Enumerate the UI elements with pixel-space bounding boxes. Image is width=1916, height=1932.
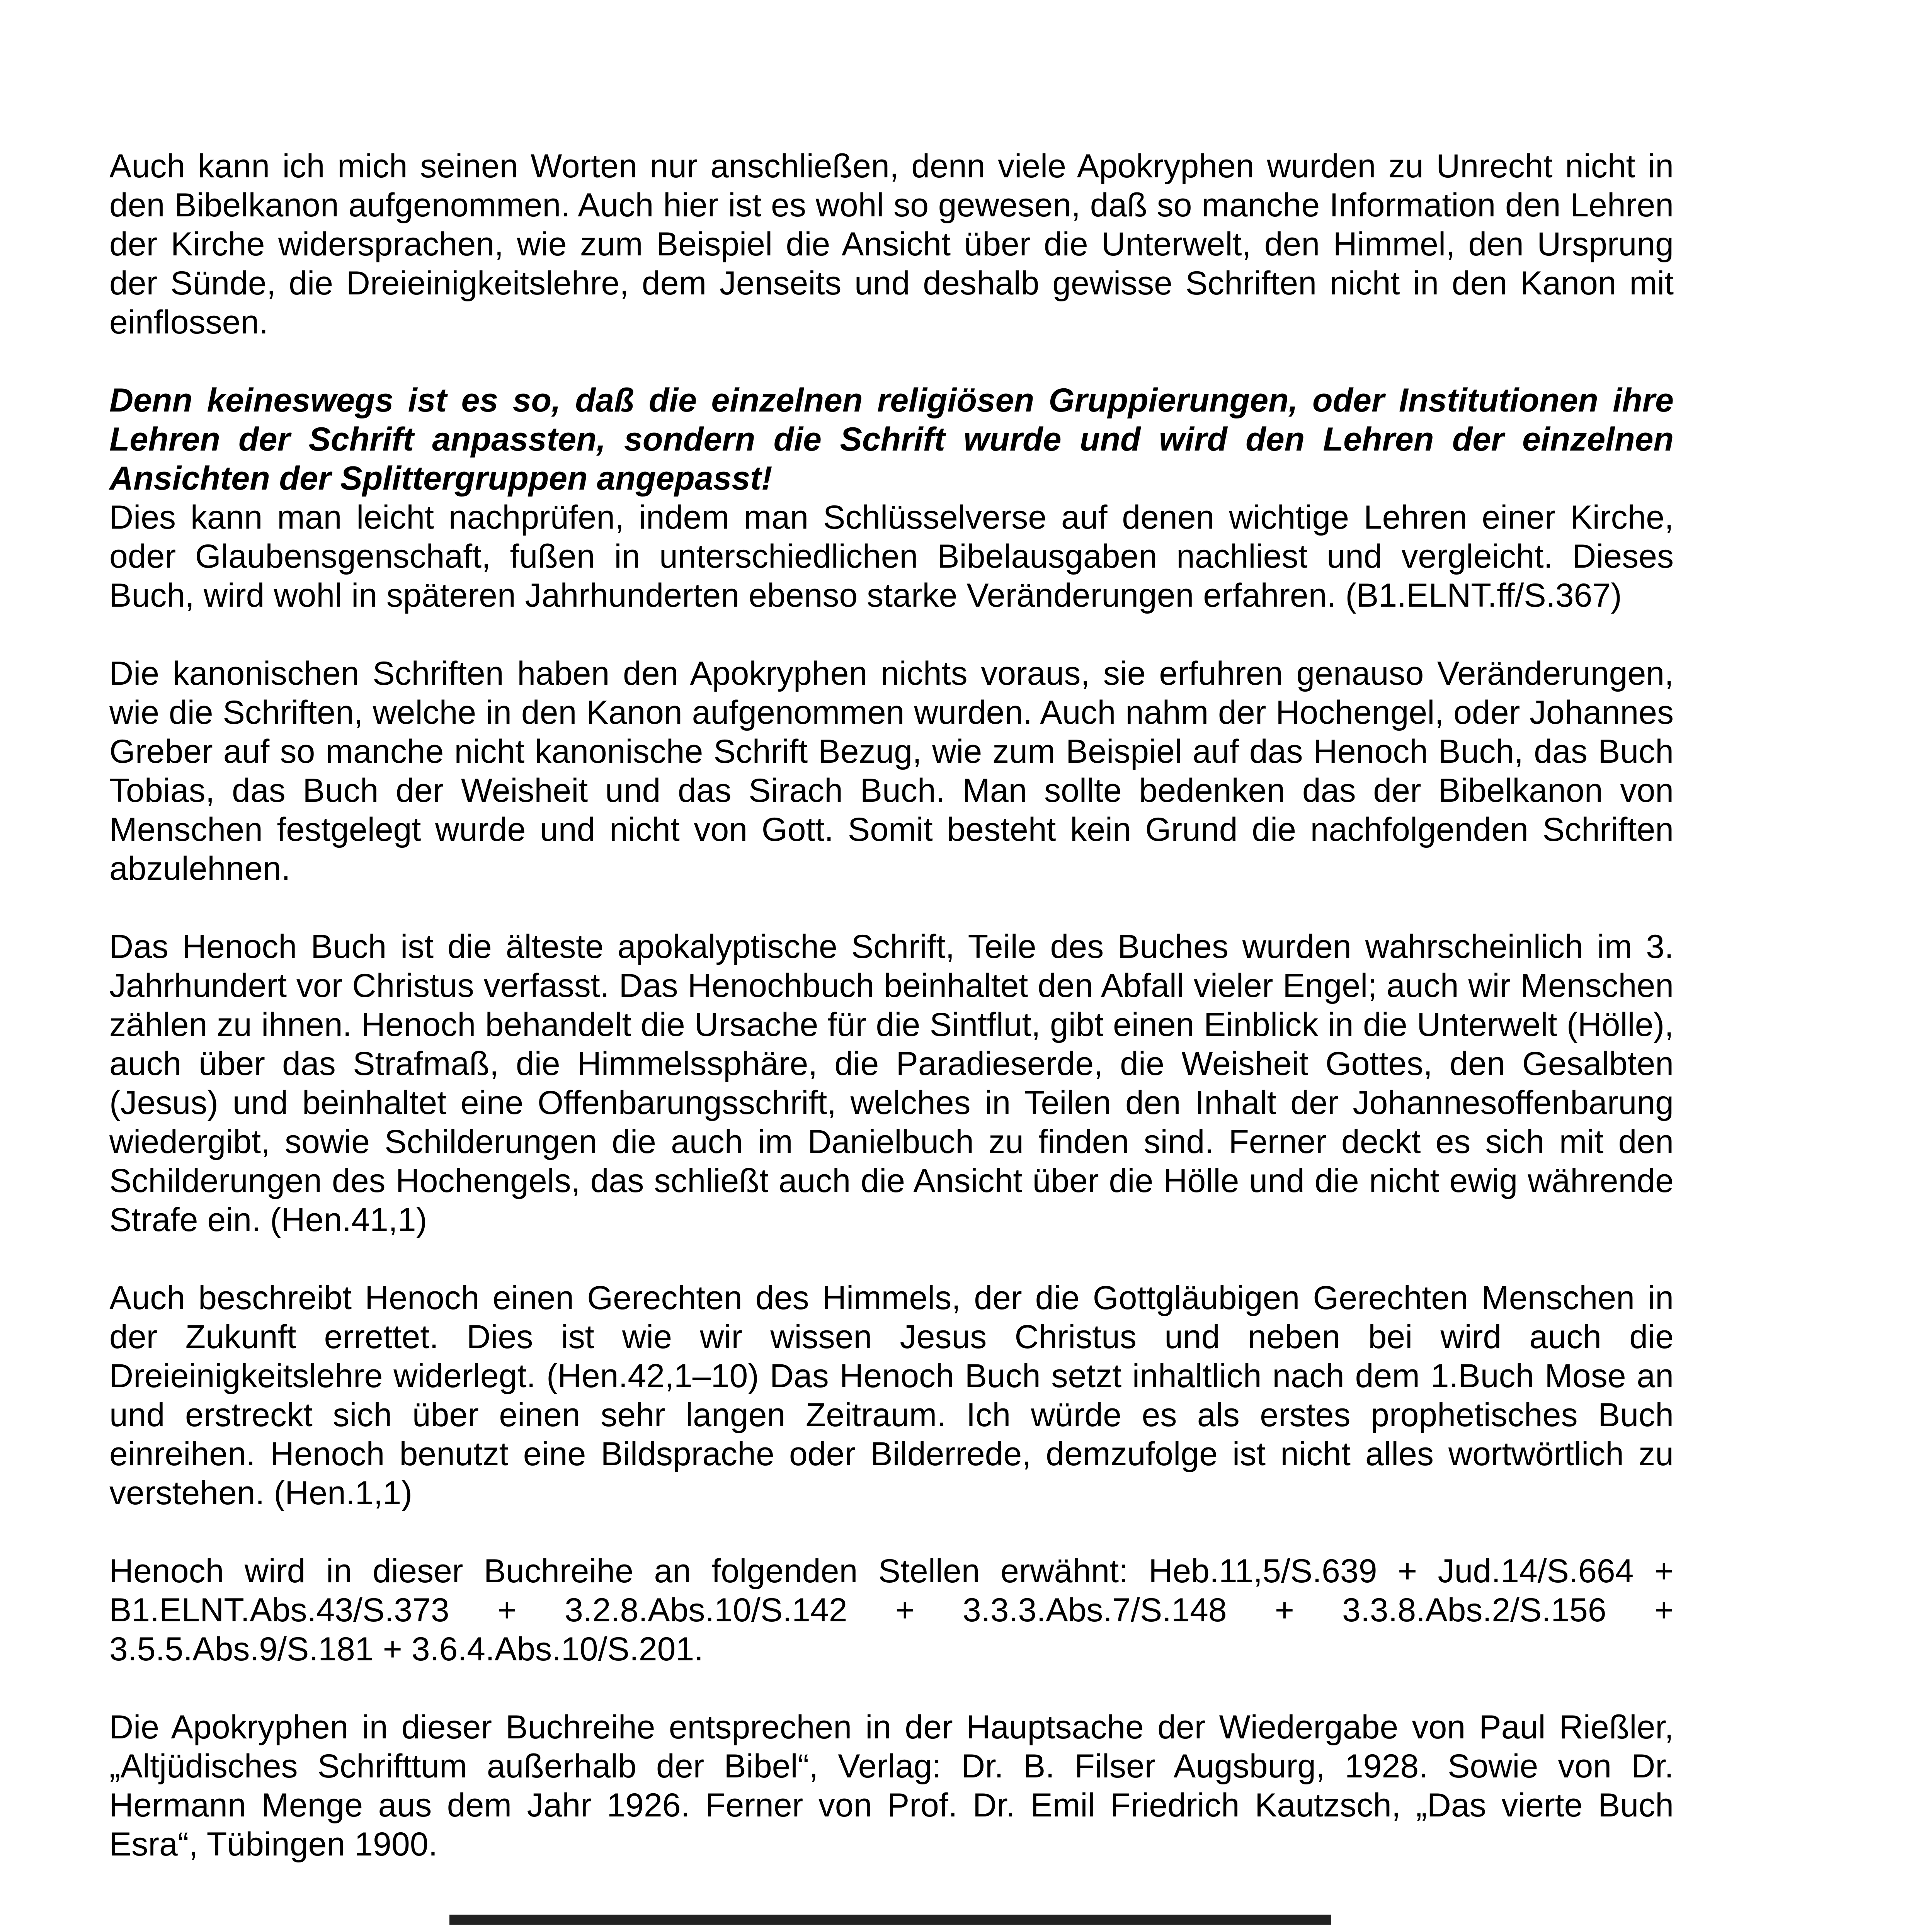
paragraph-spacer: [109, 888, 1674, 927]
paragraph-henoch-buch: Das Henoch Buch ist die älteste apokalyptische Schrift, Teile des Buches wurden wahrscheinlich im 3. Jahrhundert vor Christus verfasst. Das Henochbuch beinhaltet den Abfall vieler Engel; auch wir Menschen zählen zu ihnen. Henoch behandelt die Ursache für die Sintflut, gibt einen Einblick in die Unterwelt (Hölle), auch über das Strafmaß, die Himmelssphäre, die Paradieserde, die Weisheit Gottes, den Gesalbten (Jesus) und beinhaltet eine Offenbarungsschrift, welches in Teilen den Inhalt der Johannesoffenbarung wiedergibt, sowie Schilderungen die auch im Danielbuch zu finden sind. Ferner deckt es sich mit den Schilderungen des Hochengels, das schließt auch die Ansicht über die Hölle und die nicht ewig währende Strafe ein. (Hen.41,1): [109, 928, 1674, 1238]
paragraph-nachpruefen: Dies kann man leicht nachprüfen, indem man Schlüsselverse auf denen wichtige Lehren einer Kirche, oder Glaubensgenschaft, fußen in unterschiedlichen Bibelausgaben nachliest und vergleicht. Dieses Buch, wird wohl in späteren Jahrhunderten ebenso starke Veränderungen erfahren. (B1.ELNT.ff/S.367): [109, 499, 1674, 614]
paragraph-kanonische-schriften: Die kanonischen Schriften haben den Apokryphen nichts voraus, sie erfuhren genauso Veränderungen, wie die Schriften, welche in den Kanon aufgenommen wurden. Auch nahm der Hochengel, oder Johannes Greber auf so manche nicht kanonische Schrift Bezug, wie zum Beispiel auf das Henoch Buch, das Buch Tobias, das Buch der Weisheit und das Sirach Buch. Man sollte bedenken das der Bibelkanon von Menschen festgelegt wurde und nicht von Gott. Somit besteht kein Grund die nachfolgenden Schriften abzulehnen.: [109, 655, 1674, 887]
paragraph-henoch-gerechter: Auch beschreibt Henoch einen Gerechten des Himmels, der die Gottgläubigen Gerechten Menschen in der Zukunft errettet. Dies ist wie wir wissen Jesus Christus und neben bei wird auch die Dreieinigkeitslehre widerlegt. (Hen.42,1–10) Das Henoch Buch setzt inhaltlich nach dem 1.Buch Mose an und erstreckt sich über einen sehr langen Zeitraum. Ich würde es als erstes prophetisches Buch einreihen. Henoch benutzt eine Bildsprache oder Bilderrede, demzufolge ist nicht alles wortwörtlich zu verstehen. (Hen.1,1): [109, 1279, 1674, 1512]
emphasis-statement: Denn keineswegs ist es so, daß die einzelnen religiösen Gruppierungen, oder Institutionen ihre Lehren der Schrift anpassten, sondern die Schrift wurde und wird den Lehren der einzelnen Ansichten der Splittergruppen angepasst!: [109, 382, 1674, 497]
paragraph-spacer: [109, 342, 1674, 381]
paragraph-spacer: [109, 1513, 1674, 1552]
main-text: [109, 147, 1674, 1864]
paragraph-spacer: [109, 1669, 1674, 1708]
paragraph-henoch-stellen: Henoch wird in dieser Buchreihe an folgenden Stellen erwähnt: Heb.11,5/S.639 + Jud.14/S.664 + B1.ELNT.Abs.43/S.373 + 3.2.8.Abs.10/S.142 + 3.3.3.Abs.7/S.148 + 3.3.8.Abs.2/S.156 + 3.5.5.Abs.9/S.181 + 3.6.4.Abs.10/S.201.: [109, 1553, 1674, 1668]
footnote-separator: [449, 1915, 1331, 1925]
paragraph-quellen: Die Apokryphen in dieser Buchreihe entsprechen in der Hauptsache der Wiedergabe von Paul Rießler, „Altjüdisches Schrifttum außerhalb der Bibel“, Verlag: Dr. B. Filser Augsburg, 1928. Sowie von Dr. Hermann Menge aus dem Jahr 1926. Ferner von Prof. Dr. Emil Friedrich Kautzsch, „Das vierte Buch Esra“, Tübingen 1900.: [109, 1709, 1674, 1863]
paragraph-spacer: [109, 615, 1674, 654]
paragraph-spacer: [109, 1240, 1674, 1279]
paragraph-apokryphen-kanon: Auch kann ich mich seinen Worten nur anschließen, denn viele Apokryphen wurden zu Unrecht nicht in den Bibelkanon aufgenommen. Auch hier ist es wohl so gewesen, daß so manche Information den Lehren der Kirche widersprachen, wie zum Beispiel die Ansicht über die Unterwelt, den Himmel, den Ursprung der Sünde, die Dreieinigkeitslehre, dem Jenseits und deshalb gewisse Schriften nicht in den Kanon mit einflossen.: [109, 148, 1674, 341]
